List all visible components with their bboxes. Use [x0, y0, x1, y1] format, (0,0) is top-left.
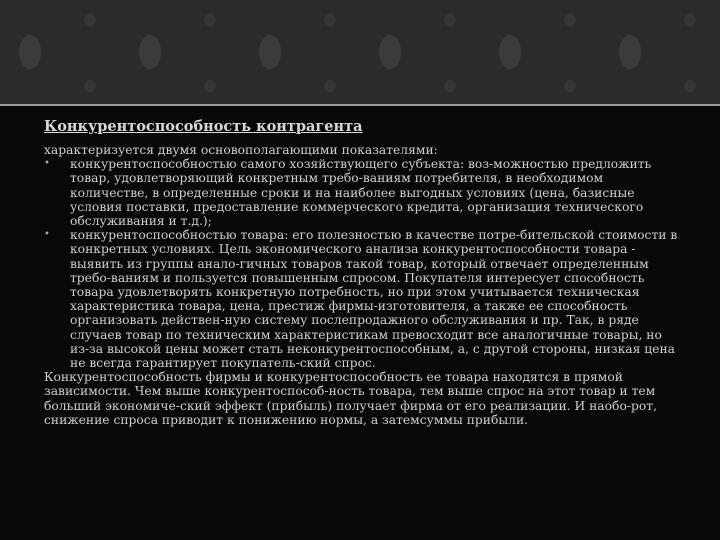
bullet-text: конкурентоспособностью товара: его полезностью в качестве потре-бительской стоимости в конкретных условиях. Цель экономического анализа конкурентоспособности товара - выявить из группы анало-гичных товаров такой товар, который отвечает определенным требо-ваниям и пользуется повышенным спросом. Покупателя интересует способность товара удовлетворять конкретную потребность, но при этом учитывается техническая характеристика товара, цена, престиж фирмы-изготовителя, а также ее способность организовать действен-ную систему послепродажного обслуживания и пр. Так, в ряде случаев товар по техническим характеристикам превосходит все аналогичные товары, но из-за высокой цены может стать неконкурентоспособным, а, с другой стороны, низкая цена не всегда гарантирует покупатель-ский спрос. [70, 228, 678, 371]
bullet-item-enterprise [44, 157, 684, 228]
bullet-icon: • [44, 229, 50, 241]
decorative-banner [0, 0, 720, 104]
bullet-icon: • [44, 158, 50, 170]
bullet-text: конкурентоспособностью самого хозяйствующего субъекта: воз-можностью предложить товар, удовлетворяющий конкретным требо-ваниям потребителя, в необходимом количестве, в определенные сроки и на наиболее выгодных условиях (цена, базисные условия поставки, предоставление коммерческого кредита, организация технического обслуживания и т.д.); [70, 157, 652, 229]
closing-paragraph: Конкурентоспособность фирмы и конкурентоспособность ее товара находятся в прямой зависимости. Чем выше конкурентоспособ-ность товара, тем выше спрос на этот товар и тем больший экономиче-ский эффект (прибыль) получает фирма от его реализации. И наобо-рот, снижение спроса приводит к понижению нормы, а затемсуммы прибыли. [44, 370, 657, 427]
intro-text: характеризуется двумя основополагающими показателями: [44, 143, 438, 157]
slide-title: Конкурентоспособность контрагента [44, 118, 363, 135]
bullet-item-product [44, 228, 684, 370]
slide-content [44, 118, 684, 427]
banner-divider [0, 104, 720, 106]
